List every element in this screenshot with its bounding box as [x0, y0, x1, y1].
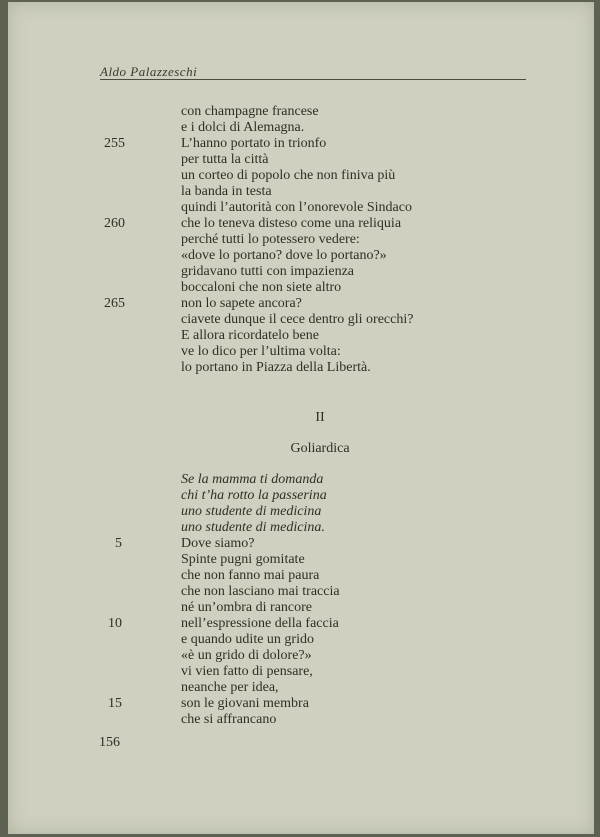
poem-line: Se la mamma ti domanda [181, 472, 324, 487]
poem-line: che non fanno mai paura [181, 568, 320, 583]
poem-line: non lo sapete ancora? [181, 296, 302, 311]
poem-line: «è un grido di dolore?» [181, 648, 312, 663]
poem-line: neanche per idea, [181, 680, 279, 695]
poem-line: un corteo di popolo che non finiva più [181, 168, 396, 183]
poem-line: uno studente di medicina. [181, 520, 325, 535]
running-head: Aldo Palazzeschi [100, 64, 198, 79]
poem-line: uno studente di medicina [181, 504, 322, 519]
poem-line: perché tutti lo potessero vedere: [181, 232, 360, 247]
page-number: 156 [99, 735, 120, 750]
poem-line: L’hanno portato in trionfo [181, 136, 327, 151]
line-number: 10 [108, 616, 122, 631]
poem-line: che si affrancano [181, 712, 277, 727]
poem-line: Spinte pugni gomitate [181, 552, 305, 567]
poem-line: che lo teneva disteso come una reliquia [181, 216, 402, 231]
poem-line: ciavete dunque il cece dentro gli orecchi? [181, 312, 414, 327]
poem-line: son le giovani membra [181, 696, 309, 711]
line-number: 255 [104, 136, 125, 151]
poem-line: Dove siamo? [181, 536, 255, 551]
line-number: 15 [108, 696, 122, 711]
poem-line: chi t’ha rotto la passerina [181, 488, 327, 503]
poem-line: boccaloni che non siete altro [181, 280, 342, 295]
section-number: II [315, 410, 325, 425]
poem-line: gridavano tutti con impazienza [181, 264, 354, 279]
poem-line: ve lo dico per l’ultima volta: [181, 344, 341, 359]
header-rule [100, 79, 526, 80]
poem-line: E allora ricordatelo bene [181, 328, 319, 343]
poem-line: per tutta la città [181, 152, 269, 167]
poem-line: «dove lo portano? dove lo portano?» [181, 248, 387, 263]
poem-line: né un’ombra di rancore [181, 600, 312, 615]
poem-line: che non lasciano mai traccia [181, 584, 340, 599]
line-number: 265 [104, 296, 125, 311]
poem-line: quindi l’autorità con l’onorevole Sindaco [181, 200, 412, 215]
poem-line: lo portano in Piazza della Libertà. [181, 360, 371, 375]
poem-line: e quando udite un grido [181, 632, 314, 647]
line-number: 260 [104, 216, 125, 231]
line-number: 5 [115, 536, 122, 551]
poem-line: vi vien fatto di pensare, [181, 664, 313, 679]
poem-line: nell’espressione della faccia [181, 616, 339, 631]
poem-line: e i dolci di Alemagna. [181, 120, 305, 135]
poem-line: con champagne francese [181, 104, 319, 119]
poem-line: la banda in testa [181, 184, 272, 199]
section-title: Goliardica [290, 441, 350, 456]
